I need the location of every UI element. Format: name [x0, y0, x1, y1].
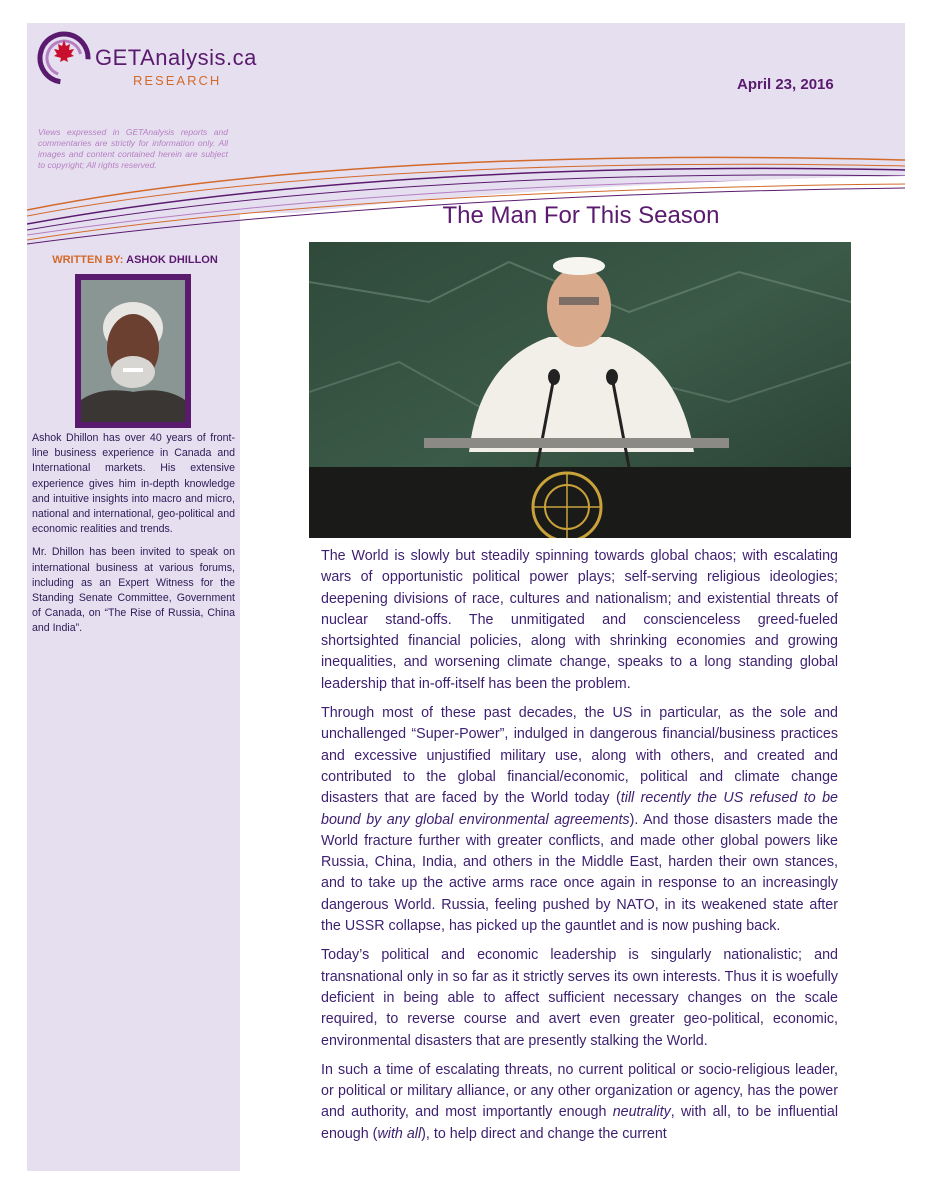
- article-body: [321, 546, 838, 1153]
- hero-photo: [309, 242, 851, 538]
- text-run: In such a time of escalating threats, no current political or socio-religious leader, or political or military alliance, or any other organization or agency, has the power and authority, and most importantly enough: [321, 1061, 838, 1121]
- text-run: ). And those disasters made the World fracture further with greater conflicts, and made other global powers like Russia, China, India, and others in the Middle East, harden their own stances, and to take up the active arms race once again in response to an increasingly dangerous World. Russia, feeling pushed by NATO, in its weakened state after the USSR collapse, has picked up the gauntlet and is now pushing back.: [321, 811, 838, 935]
- maple-leaf-logo-icon: [36, 30, 96, 86]
- article-title: The Man For This Season: [442, 202, 720, 229]
- text-run: ), to help direct and change the current: [421, 1125, 667, 1142]
- article-paragraph: Today’s political and economic leadership is singularly nationalistic; and transnational only in so far as it strictly serves its own interests. Thus it is woefully deficient in being able to affect sufficient necessary changes on the scale required, to reverse course and avert even greater geo-political, economic, environmental disasters that are presently stalking the World.: [321, 947, 838, 1049]
- brand-subtitle: RESEARCH: [133, 73, 222, 88]
- article-paragraph: [321, 703, 838, 937]
- bio-paragraph: Ashok Dhillon has over 40 years of front-line business experience in Canada and International markets. His extensive experience gives him in-depth knowledge and intuitive insights into macro and micro, national and international, geo-political and economic realities and trends.: [32, 432, 235, 536]
- bio-paragraph: Mr. Dhillon has been invited to speak on international business at various forums, including as an Expert Witness for the Standing Senate Committee, Government of Canada, on “The Rise of Russia, China and India”.: [32, 546, 235, 635]
- emphasis: neutrality: [612, 1104, 671, 1121]
- emphasis: with all: [377, 1125, 422, 1142]
- author-name: ASHOK DHILLON: [126, 254, 218, 266]
- article-paragraph: The World is slowly but steadily spinning towards global chaos; with escalating wars of opportunistic political power plays; self-serving religious ideologies; deepening divisions of race, cultures and nationalism; and existential threats of nuclear stand-offs. The unmitigated and conscienceless greed-fueled shortsighted financial policies, along with shrinking economies and growing inequalities, and worsening climate change, speaks to a long standing global leadership that in-off-itself has been the problem.: [321, 548, 838, 692]
- author-bio: [32, 431, 235, 645]
- emphasis: till recently the US refused to be bound by any global environmental agreements: [321, 790, 838, 828]
- disclaimer: Views expressed in GETAnalysis reports and commentaries are strictly for information only. All images and content contained herein are subject to copyright; All rights reserved.: [38, 127, 228, 170]
- author-photo-frame: [75, 274, 191, 428]
- text-run: Through most of these past decades, the US in particular, as the sole and unchallenged “Super-Power”, indulged in dangerous financial/business practices and excessive unjustified military use, along with others, and created and contributed to the global financial/economic, political and climate change disasters that are faced by the World today (: [321, 705, 838, 807]
- byline-label: WRITTEN BY:: [52, 254, 124, 266]
- author-photo: [81, 280, 185, 422]
- text-run: , with all, to be influential enough (: [321, 1104, 838, 1142]
- publication-date: April 23, 2016: [737, 76, 834, 93]
- brand-name: GETAnalysis.ca: [95, 45, 257, 70]
- article-paragraph: [321, 1060, 838, 1145]
- byline: [40, 254, 230, 266]
